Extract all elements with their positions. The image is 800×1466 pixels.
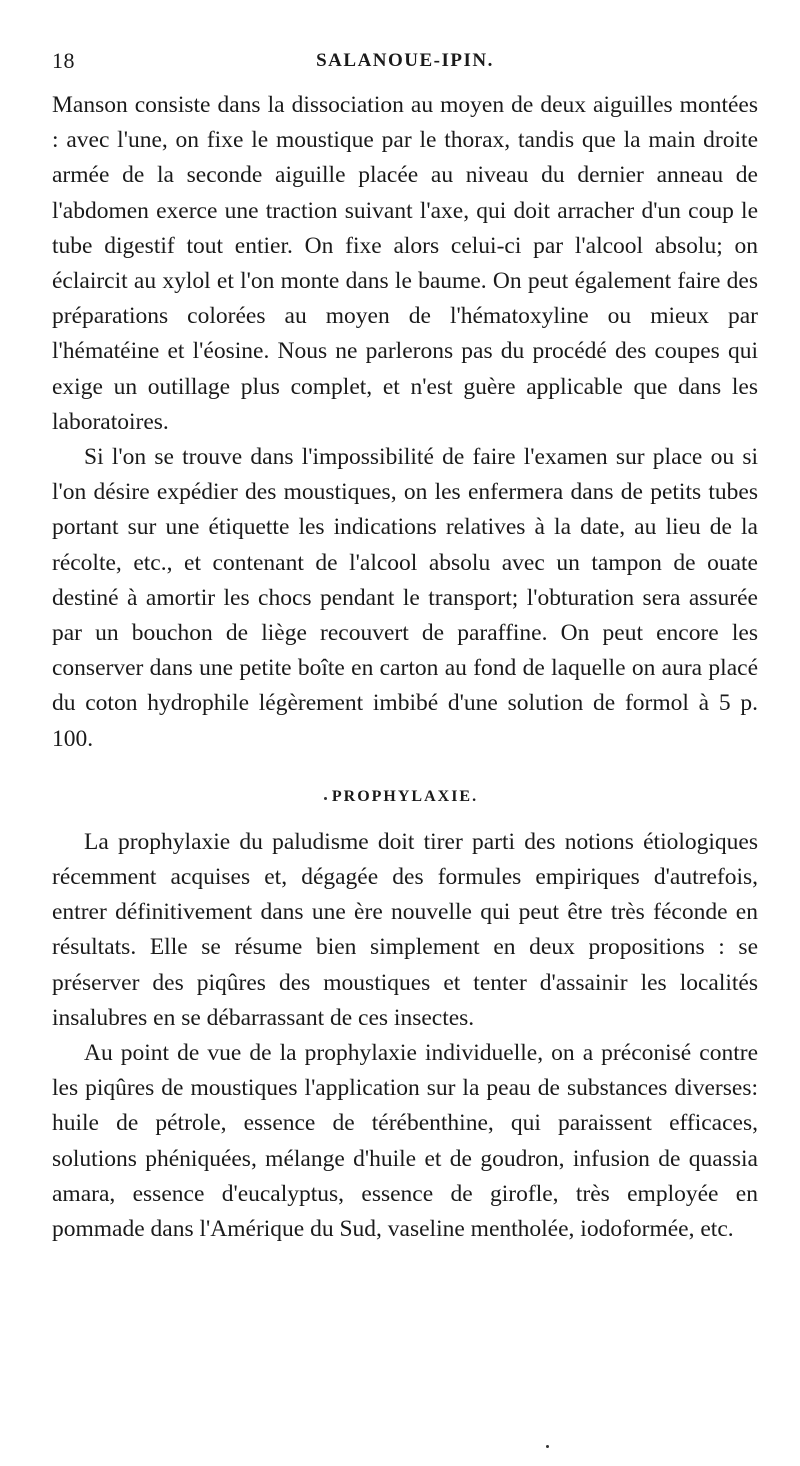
running-head: SALANOUE-IPIN. [316, 50, 494, 71]
paragraph-prophylaxis-intro: La prophylaxie du paludisme doit tirer parti des notions étiologiques récemment acquises et, dégagée des formules empiriques d'autrefois, entrer définitivement dans une ère nouvelle qui peut être très féconde en résultats. Elle se résume bien simplement en deux propositions : se préserver des piqûres des moustiques et tenter d'assainir les localités insalubres en se débarrassant de ces insectes. [52, 828, 758, 1031]
paragraph-individual-prophylaxis: Au point de vue de la prophylaxie individuelle, on a préconisé contre les piqûres de moustiques l'application sur la peau de substances diverses: huile de pétrole, essence de térébenthine, qui paraissent efficaces, solutions phéniquées, mélange d'huile et de goudron, infusion de quassia amara, essence d'eucalyptus, essence de girofle, très employée en pommade dans l'Amérique du Sud, vaseline mentholée, iodoformée, etc. [52, 1040, 758, 1243]
page-number: 18 [52, 48, 75, 73]
page-header [52, 48, 758, 88]
section-body [52, 825, 758, 1247]
book-page [52, 48, 758, 1247]
paragraph-continued: Manson consiste dans la dissociation au moyen de deux aiguilles montées : avec l'une, on fixe le moustique par le thorax, tandis que la main droite armée de la seconde aiguille placée au niveau du dernier anneau de l'abdomen exerce une traction suivant l'axe, qui doit arracher d'un coup le tube digestif tout entier. On fixe alors celui-ci par l'alcool absolu; on éclaircit au xylol et l'on monte dans le baume. On peut également faire des préparations colorées au moyen de l'hématoxyline ou mieux par l'hématéine et l'éosine. Nous ne parlerons pas du procédé des coupes qui exige un outillage plus complet, et n'est guère applicable que dans les laboratoires. [52, 92, 758, 435]
section-heading: PROPHYLAXIE. [331, 787, 479, 805]
paragraph-specimen-shipping: Si l'on se trouve dans l'impossibilité de faire l'examen sur place ou si l'on désire expédier des moustiques, on les enfermera dans de petits tubes portant sur une étiquette les indications relatives à la date, au lieu de la récolte, etc., et contenant de l'alcool absolu avec un tampon de ouate destiné à amortir les chocs pendant le transport; l'obturation sera assurée par un bouchon de liège recouvert de paraffine. On peut encore les conserver dans une petite boîte en carton au fond de laquelle on aura placé du coton hydrophile légèrement imbibé d'une solution de formol à 5 p. 100. [52, 444, 758, 752]
print-speck [324, 797, 327, 800]
print-speck [546, 1445, 549, 1448]
